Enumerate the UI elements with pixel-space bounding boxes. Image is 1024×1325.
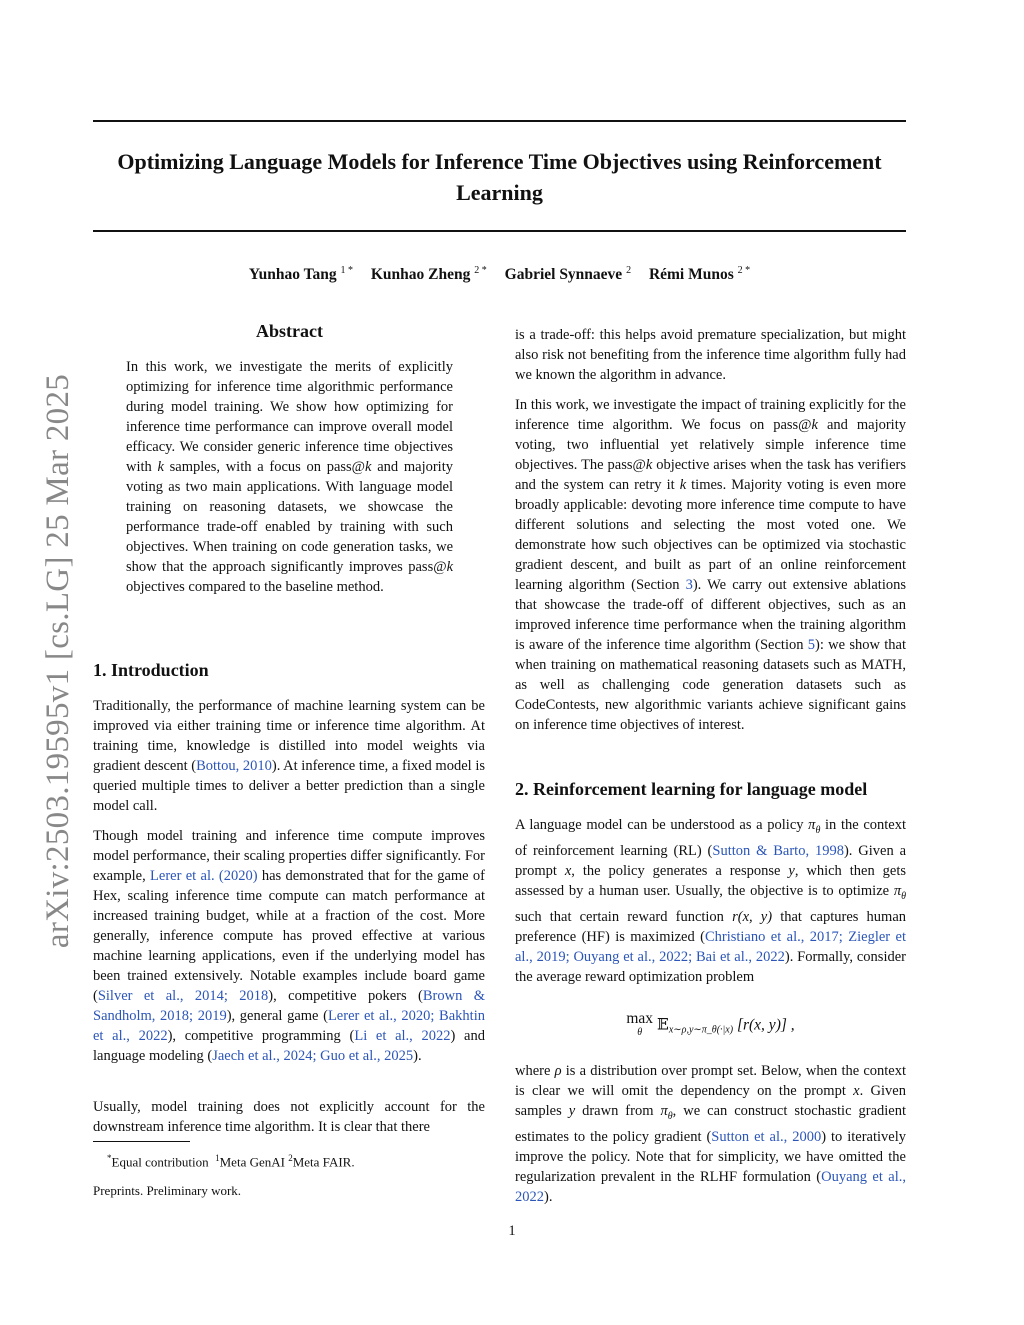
math-symbol: ρ <box>554 1063 562 1079</box>
author <box>249 266 353 283</box>
rl-paragraph: A language model can be understood as a policy $\pi_\theta$ in the context of reinforcement learning (RL) (Sutton & Barto, 1998). Given a prompt x, the policy generates a response y, which then gets assessed by a human user. Usually, the objective is to optimize $\pi_\theta$ such that certain reward function r(x, y) that captures human preference (HF) is maximized (Christiano et al., 2017; Ziegler et al., 2019; Ouyang et al., 2022; Bai et al., 2022). Formally, consider the average reward optimization problem <box>515 817 907 985</box>
citation-link[interactable]: 5 <box>807 637 816 653</box>
abstract-heading: Abstract <box>256 321 323 341</box>
citation-link[interactable]: Ouyang et al., 2022 <box>515 1168 906 1205</box>
math-symbol: y <box>568 1103 576 1119</box>
rl-paragraph: where ρ is a distribution over prompt set. Below, when the context is clear we will omit the dependency on the prompt x. Given samples y drawn from $\pi_\theta$, we can construct stochastic gradient estimates to the policy gradient (Sutton et al., 2000) to iteratively improve the policy. Note that for simplicity, we have omitted the regularization prevalent in the RLHF formulation (Ouyang et al., 2022). <box>515 1063 907 1205</box>
citation-link[interactable]: Lerer et al., 2020; Bakhtin et al., 2022 <box>93 1008 485 1044</box>
abstract-text: In this work, we investigate the merits of explicitly optimizing for inference time algorithmic performance during model training. We show how optimizing for inference time performance can improve overall model efficacy. We consider generic inference time objectives with k samples, with a focus on pass@k and majority voting as two main applications. With language model training on reasoning datasets, we showcase the performance trade-off enabled by training with such objectives. When training on code generation tasks, we show that the approach significantly improves pass@k objectives compared to the baseline method. <box>126 359 453 595</box>
intro-paragraph: is a trade-off: this helps avoid premature specialization, but might also risk not benefiting from the inference time algorithm fully had we known the algorithm in advance. <box>515 327 906 383</box>
intro-paragraph: Usually, model training does not explicitly account for the downstream inference time algorithm. It is clear that there <box>93 1099 485 1135</box>
page-number: 1 <box>508 1223 516 1239</box>
citation-link[interactable]: Li et al., 2022 <box>354 1028 451 1044</box>
math-symbol: k <box>157 459 164 475</box>
equation-max: max θ <box>626 1010 654 1038</box>
citation-link[interactable]: Lerer et al. (2020) <box>150 868 258 884</box>
math-symbol: k <box>365 459 372 475</box>
objective-equation <box>515 1012 906 1042</box>
title-rule-top <box>93 120 906 122</box>
author-affiliation: 1 * <box>340 265 353 276</box>
citation-link[interactable]: Bottou, 2010 <box>196 758 272 774</box>
footnote-rule <box>93 1141 190 1142</box>
math-symbol: $\pi_\theta$ <box>893 882 906 902</box>
paper-title: Optimizing Language Models for Inference Time Objectives using Reinforcement Learning <box>117 149 882 205</box>
author-name: Gabriel Synnaeve <box>504 266 623 284</box>
citation-link[interactable]: Jaech et al., 2024; Guo et al., 2025 <box>212 1048 414 1064</box>
arxiv-identifier: arXiv:2503.19595v1 [cs.LG] 25 Mar 2025 <box>40 373 76 949</box>
math-symbol: k <box>645 457 653 473</box>
author <box>371 266 487 283</box>
math-symbol: $\pi_\theta$ <box>808 817 821 836</box>
author-name: Yunhao Tang <box>248 266 337 284</box>
citation-link[interactable]: Christiano et al., 2017; Ziegler et al., 2019; Ouyang et al., 2022; Bai et al., 2022 <box>515 928 906 965</box>
author <box>505 266 631 283</box>
citation-link[interactable]: Sutton et al., 2000 <box>711 1128 822 1145</box>
title-rule-bottom <box>93 230 906 232</box>
math-symbol: r(x, y) <box>732 908 773 925</box>
math-symbol: k <box>811 417 818 433</box>
citation-link[interactable]: Sutton & Barto, 1998 <box>712 842 844 859</box>
intro-paragraph: Traditionally, the performance of machine learning system can be improved via either training time or inference time algorithm. At training time, knowledge is distilled into model weights via gradient descent (Bottou, 2010). At inference time, a fixed model is queried multiple times to deliver a better prediction than a single model call. <box>93 698 485 814</box>
author-name: Kunhao Zheng <box>370 266 471 284</box>
rl-section-heading: 2. Reinforcement learning for language model <box>515 779 868 799</box>
author-affiliation: 2 * <box>737 265 751 276</box>
math-symbol: x <box>564 862 572 879</box>
citation-link[interactable]: 3 <box>685 577 693 593</box>
citation-link[interactable]: Brown & Sandholm, 2018; 2019 <box>93 988 486 1024</box>
author <box>649 266 750 283</box>
intro-paragraph: Though model training and inference time compute improves model performance, their scaling properties differ significantly. For example, Lerer et al. (2020) has demonstrated that for the game of Hex, scaling inference time compute can match performance at increased training budget, while at a fraction of the cost. More generally, inference compute has proved effective at various machine learning applications, even if the underlying model has been trained extensively. Notable examples include board game (Silver et al., 2014; 2018), competitive pokers (Brown & Sandholm, 2018; 2019), general game (Lerer et al., 2020; Bakhtin et al., 2022), competitive programming (Li et al., 2022) and language modeling (Jaech et al., 2024; Guo et al., 2025). <box>93 828 486 1064</box>
math-symbol: $\pi_\theta$ <box>660 1103 673 1122</box>
citation-link[interactable]: Silver et al., 2014; 2018 <box>97 988 269 1004</box>
author-list <box>93 265 906 284</box>
author-affiliation: 2 <box>626 265 632 276</box>
equation-reward: [r(x, y)] , <box>736 1016 795 1034</box>
preprint-note: Preprints. Preliminary work. <box>93 1183 242 1198</box>
equation-expectation-subscript: x∼ρ,y∼π_θ(·|x) <box>668 1024 734 1036</box>
introduction-heading: 1. Introduction <box>93 660 209 680</box>
math-symbol: x <box>853 1083 860 1099</box>
equation-expectation: 𝔼 <box>657 1016 669 1034</box>
math-symbol: k <box>446 559 453 575</box>
math-symbol: k <box>679 477 687 493</box>
footnote: *Equal contribution $^1$Meta GenAI $^2$Meta FAIR. <box>107 1153 355 1170</box>
intro-paragraph: In this work, we investigate the impact of training explicitly for the inference time algorithm. We focus on pass@k and majority voting, two influential yet relatively simple inference time objectives. The pass@k objective arises when the task has verifiers and the system can retry it k times. Majority voting is even more broadly applicable: devoting more inference time compute to have different solutions and selecting the most voted one. We demonstrate how such objectives can be optimized via stochastic gradient descent, and built as part of an online reinforcement learning algorithm (Section 3). We carry out extensive ablations that showcase the trade-off of different objectives, such as an improved inference time performance when the training algorithm is aware of the inference time algorithm (Section 5): we show that when training on mathematical reasoning datasets such as MATH, as well as challenging code generation datasets such as CodeContests, new algorithmic variants achieve significant gains on inference time objectives of interest. <box>515 397 906 733</box>
math-symbol: y <box>788 862 795 879</box>
author-name: Rémi Munos <box>648 266 734 284</box>
author-affiliation: 2 * <box>474 265 487 276</box>
